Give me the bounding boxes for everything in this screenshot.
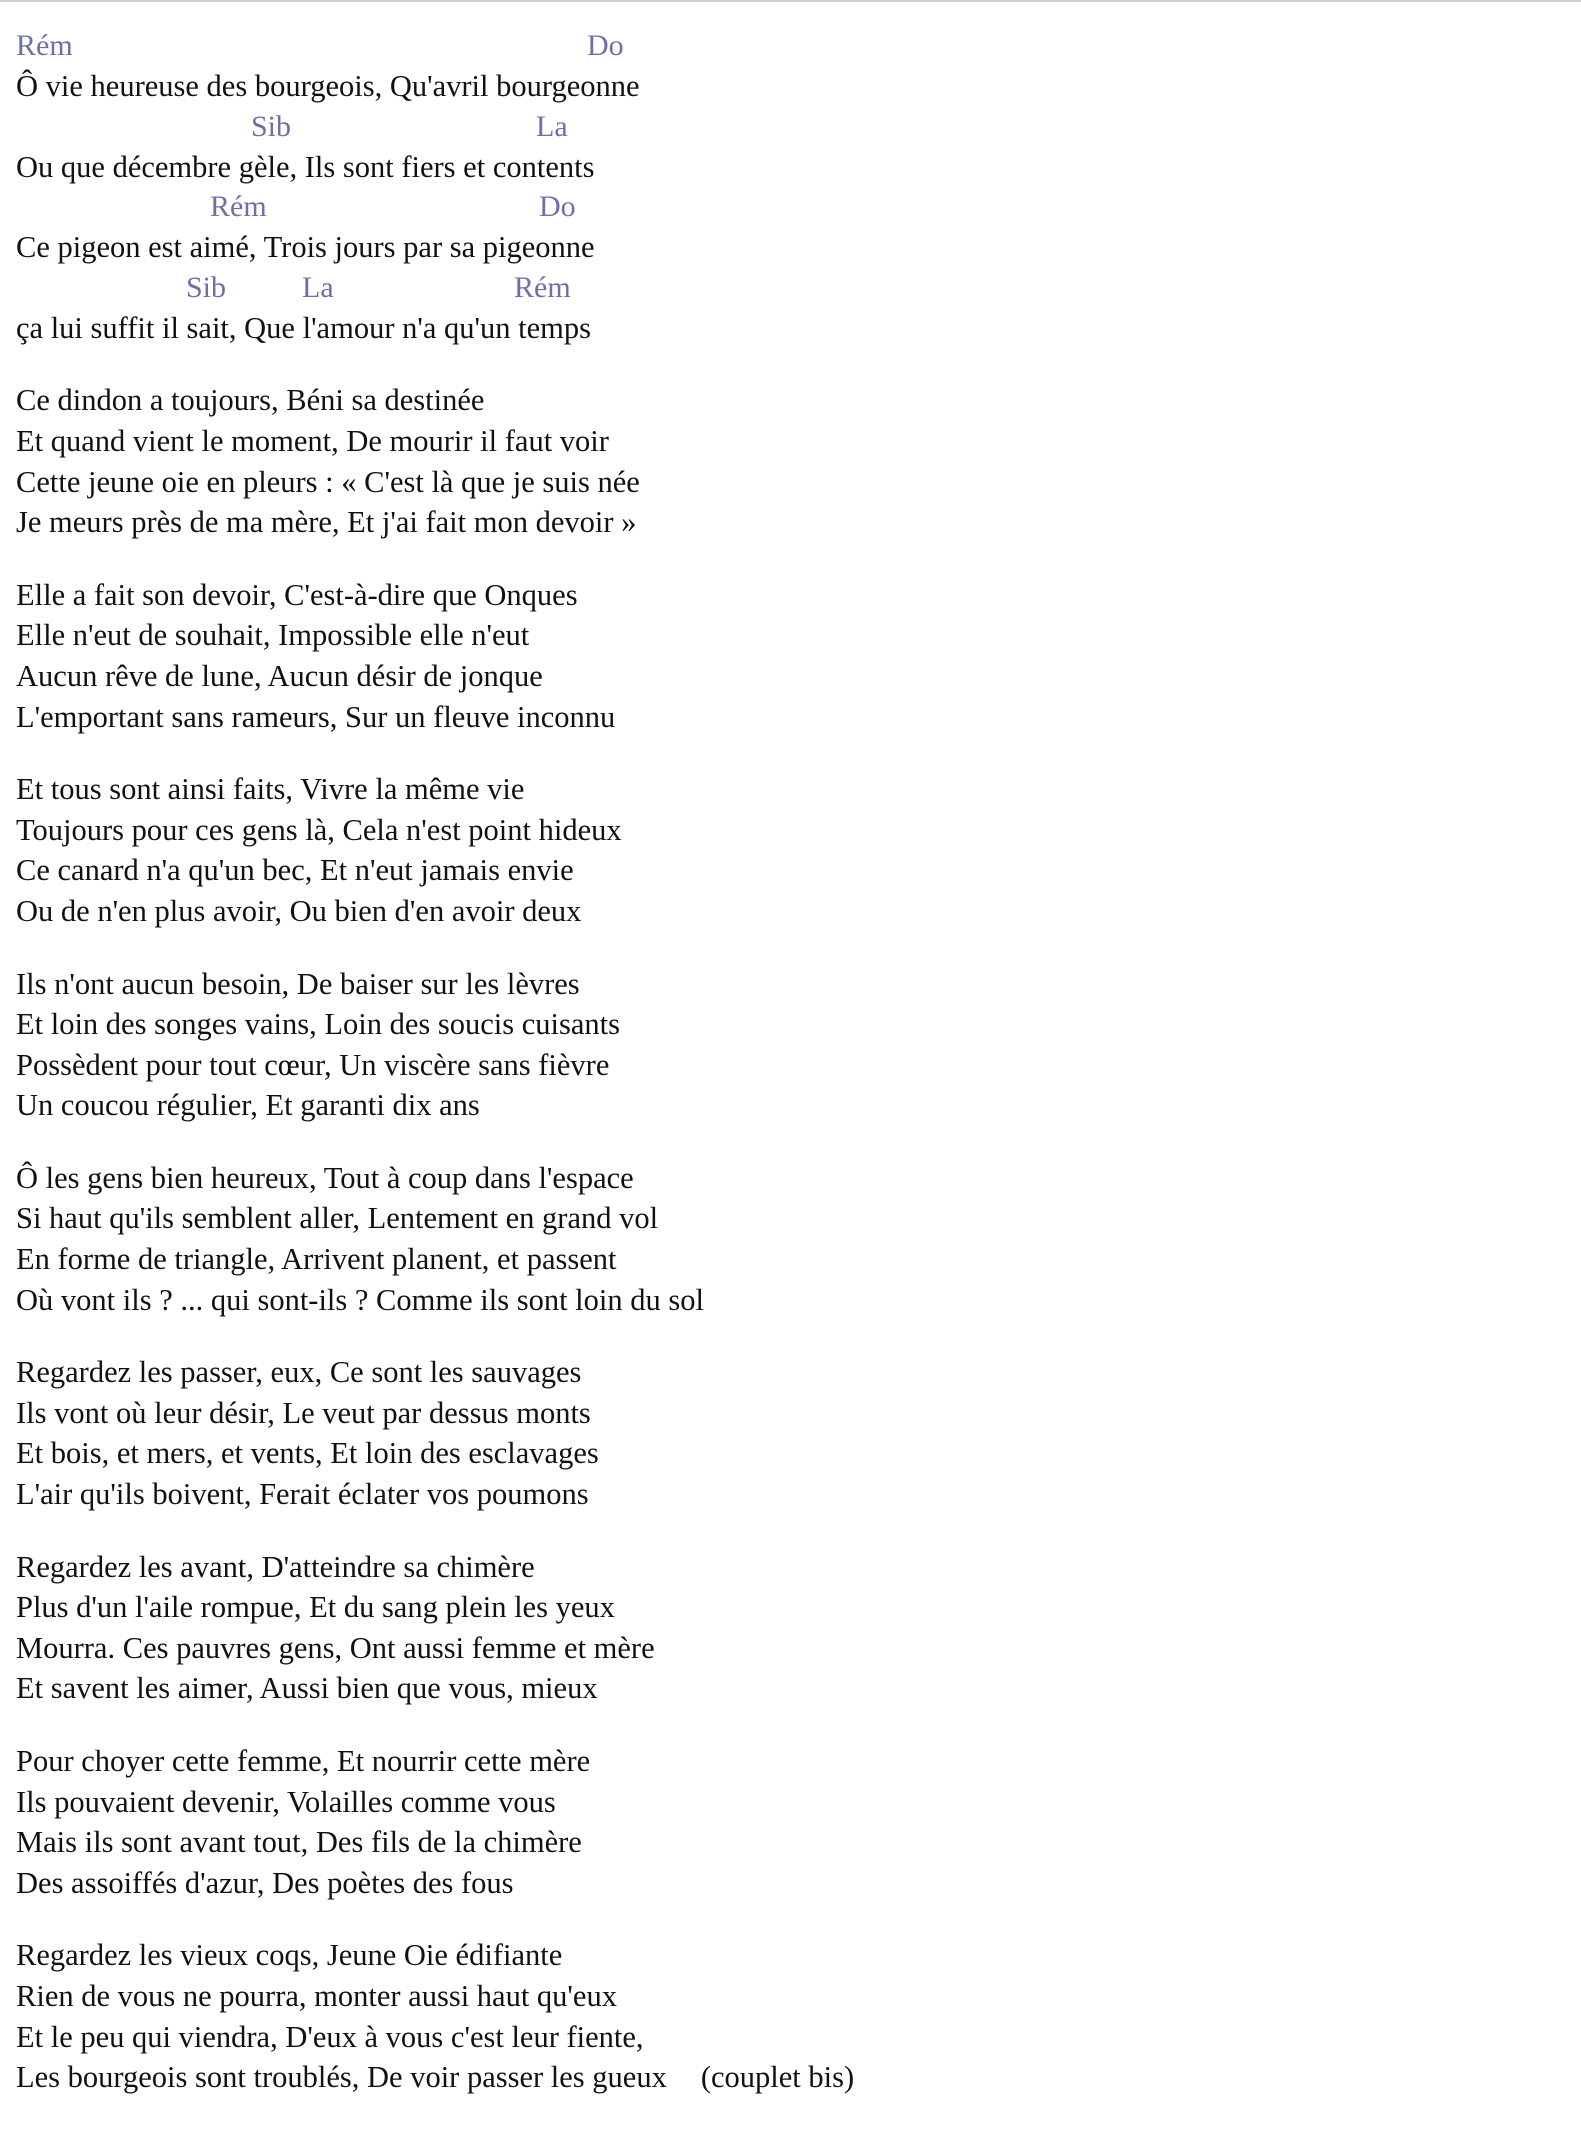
- stanza: [16, 1935, 1556, 2097]
- stanza: [16, 575, 1556, 737]
- chord-line: [16, 268, 1556, 308]
- lyric-line: Et le peu qui viendra, D'eux à vous c'est leur fiente,: [16, 2019, 644, 2054]
- lyric-line: Ou que décembre gèle, Ils sont fiers et contents: [16, 149, 595, 184]
- lyric-line: Regardez les avant, D'atteindre sa chimère: [16, 1549, 535, 1584]
- lyric-line: L'air qu'ils boivent, Ferait éclater vos poumons: [16, 1477, 589, 1512]
- lyric-line: Et loin des songes vains, Loin des soucis cuisants: [16, 1007, 621, 1042]
- lyric-line: ça lui suffit il sait, Que l'amour n'a qu'un temps: [16, 310, 591, 345]
- chord: Do: [539, 190, 576, 224]
- lyric-line: Des assoiffés d'azur, Des poètes des fous: [16, 1865, 514, 1900]
- lyric-line: Regardez les vieux coqs, Jeune Oie édifiante: [16, 1938, 563, 1973]
- lyric-line: Si haut qu'ils semblent aller, Lentement en grand vol: [16, 1201, 659, 1236]
- stanza: [16, 1741, 1556, 1903]
- lyric-line: Ce dindon a toujours, Béni sa destinée: [16, 383, 485, 418]
- lyric-line: Mais ils sont avant tout, Des fils de la chimère: [16, 1825, 582, 1860]
- lyric-line: Ce pigeon est aimé, Trois jours par sa pigeonne: [16, 230, 595, 265]
- chord-line: [16, 187, 1556, 227]
- chord: Rém: [16, 29, 73, 62]
- lyric-line: Ô les gens bien heureux, Tout à coup dans l'espace: [16, 1160, 634, 1195]
- lyric-line: Ils vont où leur désir, Le veut par dessus monts: [16, 1395, 591, 1430]
- lyric-text: Les bourgeois sont troublés, De voir passer les gueux: [16, 2060, 667, 2095]
- chord: Rém: [514, 270, 571, 304]
- lyric-line: Cette jeune oie en pleurs : « C'est là que je suis née: [16, 464, 640, 499]
- last-lyric-line: [16, 2057, 1556, 2098]
- stanza: [16, 1352, 1556, 1514]
- lyric-line: Ce canard n'a qu'un bec, Et n'eut jamais envie: [16, 853, 574, 888]
- lyric-line: Je meurs près de ma mère, Et j'ai fait mon devoir »: [16, 505, 637, 540]
- lyric-line: Pour choyer cette femme, Et nourrir cette mère: [16, 1744, 591, 1778]
- lyric-line: Ils n'ont aucun besoin, De baiser sur les lèvres: [16, 966, 580, 1001]
- stanza: [16, 380, 1556, 542]
- lyric-line: Où vont ils ? ... qui sont-ils ? Comme ils sont loin du sol: [16, 1282, 704, 1317]
- lyric-line: Aucun rêve de lune, Aucun désir de jonque: [16, 658, 543, 693]
- lyric-line: Et quand vient le moment, De mourir il faut voir: [16, 423, 609, 458]
- chord-line: [16, 107, 1556, 147]
- lyric-line: Plus d'un l'aile rompue, Et du sang plein les yeux: [16, 1590, 615, 1625]
- couplet-bis-note: (couplet bis): [700, 2060, 855, 2095]
- top-divider: [0, 0, 1581, 2]
- lyric-line: Un coucou régulier, Et garanti dix ans: [16, 1088, 480, 1123]
- stanza: [16, 1158, 1556, 1320]
- chord: Sib: [186, 270, 227, 304]
- lyric-line: L'emportant sans rameurs, Sur un fleuve inconnu: [16, 699, 616, 734]
- lyric-line: Et savent les aimer, Aussi bien que vous, mieux: [16, 1671, 598, 1706]
- lyric-line: Elle a fait son devoir, C'est-à-dire que Onques: [16, 577, 578, 612]
- stanza: [16, 769, 1556, 931]
- lyric-line: Rien de vous ne pourra, monter aussi haut qu'eux: [16, 1978, 617, 2013]
- lyric-line: Regardez les passer, eux, Ce sont les sauvages: [16, 1355, 582, 1390]
- chord: La: [536, 109, 568, 143]
- lyric-line: Elle n'eut de souhait, Impossible elle n'eut: [16, 618, 530, 653]
- chord: Sib: [251, 109, 292, 143]
- lyric-line: Ô vie heureuse des bourgeois, Qu'avril bourgeonne: [16, 69, 640, 103]
- stanza: [16, 964, 1556, 1126]
- lyric-line: En forme de triangle, Arrivent planent, et passent: [16, 1242, 617, 1277]
- lyric-line: Et bois, et mers, et vents, Et loin des esclavages: [16, 1436, 599, 1471]
- chord: Rém: [210, 190, 267, 224]
- lyric-line: Ou de n'en plus avoir, Ou bien d'en avoir deux: [16, 893, 582, 928]
- chord: La: [302, 270, 334, 304]
- chord-line: [16, 26, 1556, 66]
- lyric-line: Toujours pour ces gens là, Cela n'est point hideux: [16, 812, 622, 847]
- lyric-line: Ils pouvaient devenir, Volailles comme vous: [16, 1784, 556, 1819]
- chord: Do: [587, 29, 624, 62]
- lyric-line: Et tous sont ainsi faits, Vivre la même vie: [16, 772, 525, 807]
- lyric-line: Mourra. Ces pauvres gens, Ont aussi femme et mère: [16, 1630, 655, 1665]
- lyric-line: Possèdent pour tout cœur, Un viscère sans fièvre: [16, 1047, 610, 1082]
- stanza: [16, 1547, 1556, 1709]
- song-sheet: [16, 26, 1556, 2098]
- chord-stanza: [16, 26, 1556, 348]
